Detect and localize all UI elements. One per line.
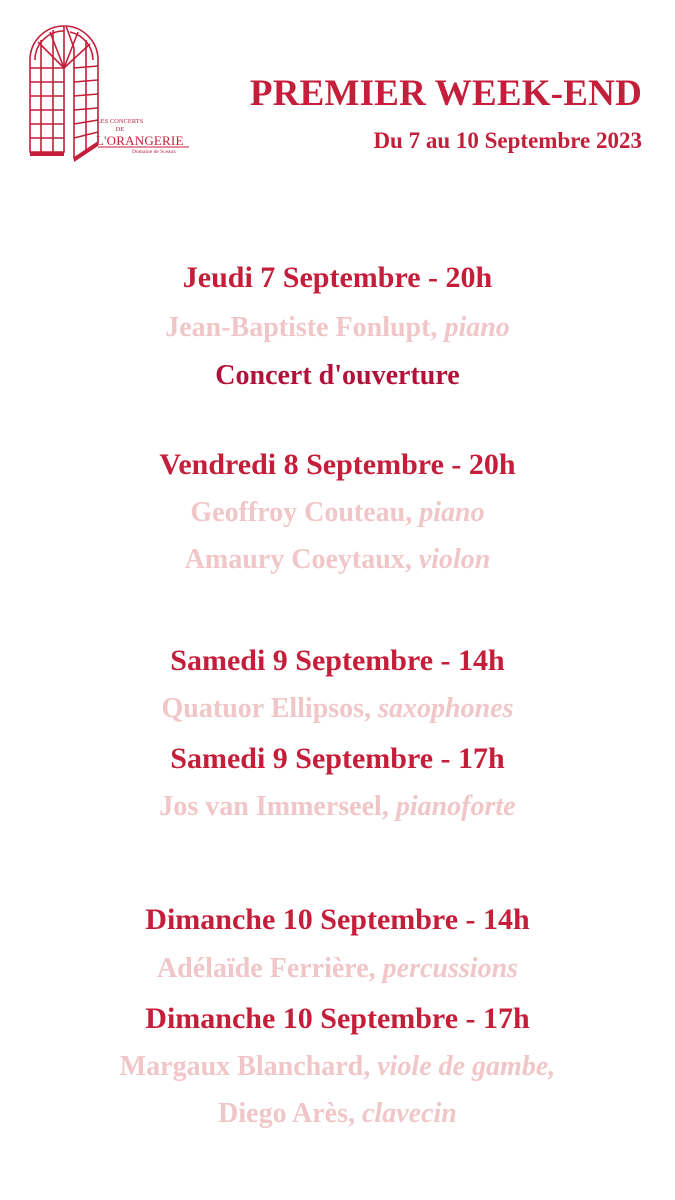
performer-instrument: viole de gambe,: [377, 1051, 556, 1082]
logo-line-2: DE: [115, 126, 125, 133]
event-note: Concert d'ouverture: [215, 360, 460, 391]
logo-name: L'ORANGERIE: [96, 133, 184, 148]
performer-name: Amaury Coeytaux,: [184, 544, 412, 575]
performer-line: [0, 546, 675, 574]
logo-tagline: Domaine de Sceaux: [132, 149, 176, 155]
performer-line: [0, 793, 675, 821]
event-date-sat-14h: Samedi 9 Septembre - 14h: [170, 644, 505, 677]
performer-instrument: percussions: [382, 953, 519, 984]
performer-line: [0, 314, 675, 342]
orangerie-logo: [26, 20, 191, 162]
performer-name: Adélaïde Ferrière,: [156, 953, 376, 984]
performer-instrument: violon: [418, 544, 491, 575]
event-date-fri: Vendredi 8 Septembre - 20h: [159, 448, 516, 481]
event-date-thu: Jeudi 7 Septembre - 20h: [182, 261, 493, 294]
logo-line-1: LES CONCERTS: [96, 118, 144, 125]
page-subtitle: Du 7 au 10 Septembre 2023: [373, 128, 642, 153]
performer-instrument: pianoforte: [395, 791, 516, 822]
performer-line: [0, 1100, 675, 1128]
event-date-sat-17h: Samedi 9 Septembre - 17h: [170, 742, 505, 775]
page-title: PREMIER WEEK-END: [249, 73, 642, 114]
performer-instrument: piano: [444, 312, 510, 343]
performer-name: Quatuor Ellipsos,: [161, 693, 372, 724]
performer-line: [0, 499, 675, 527]
performer-name: Margaux Blanchard,: [119, 1051, 371, 1082]
event-date-sun-14h: Dimanche 10 Septembre - 14h: [145, 903, 530, 936]
performer-line: [0, 1053, 675, 1081]
performer-name: Jos van Immerseel,: [159, 791, 389, 822]
performer-name: Geoffroy Couteau,: [190, 497, 413, 528]
performer-name: Jean-Baptiste Fonlupt,: [165, 312, 438, 343]
performer-name: Diego Arès,: [218, 1098, 355, 1129]
performer-instrument: piano: [419, 497, 485, 528]
event-date-sun-17h: Dimanche 10 Septembre - 17h: [145, 1002, 530, 1035]
performer-line: [0, 955, 675, 983]
performer-instrument: saxophones: [378, 693, 514, 724]
performer-instrument: clavecin: [362, 1098, 457, 1129]
performer-line: [0, 695, 675, 723]
